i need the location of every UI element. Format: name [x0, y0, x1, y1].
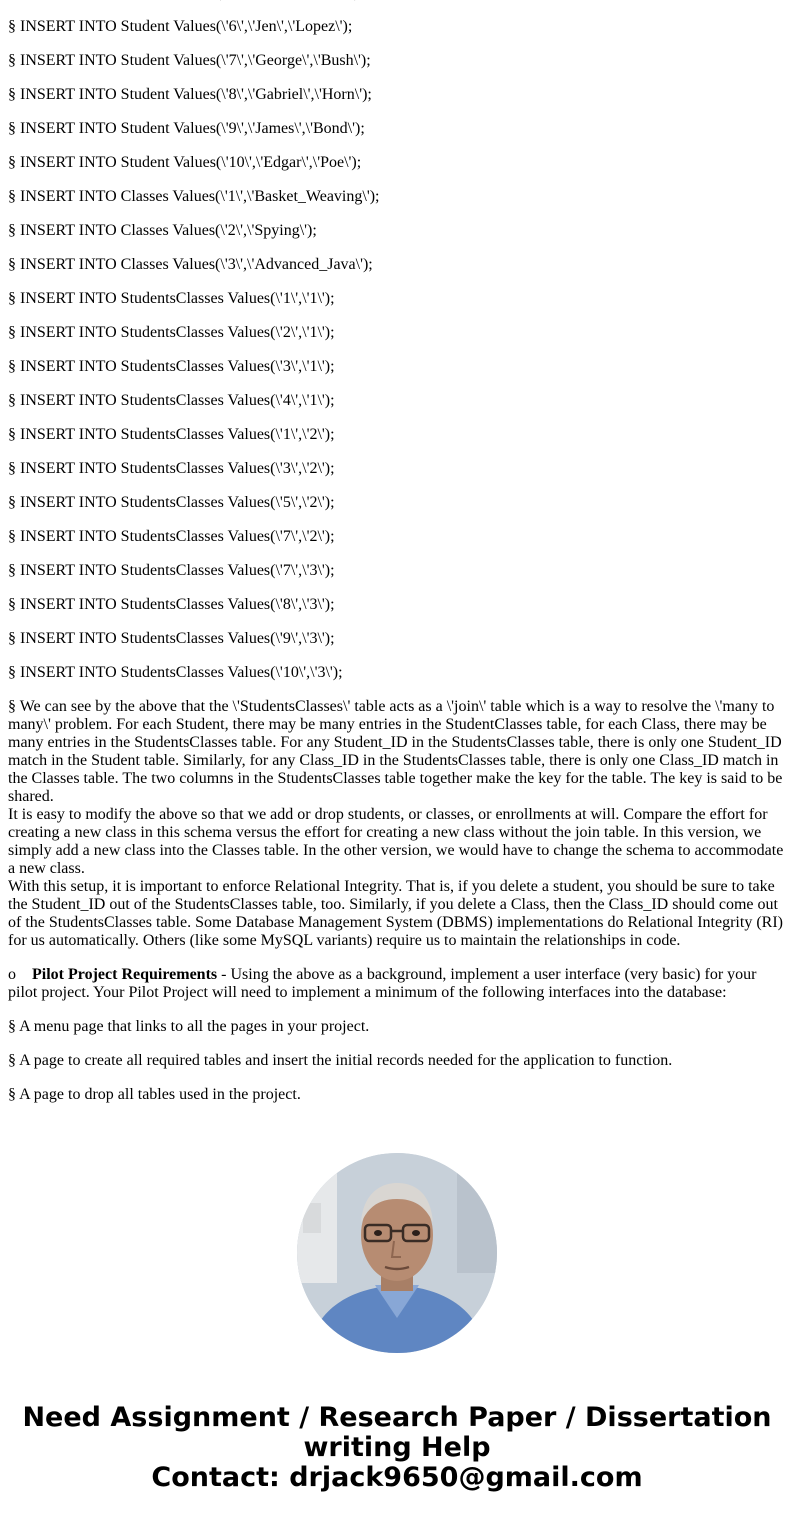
promo-line: Need Assignment / Research Paper / Dissertation — [22, 1402, 772, 1433]
explanation-paragraph: With this setup, it is important to enforce Relational Integrity. That is, if you delete a student, you should be sure to take the Student_ID out of the StudentsClasses table, too. Similarly, if you delete a Class, then the Class_ID should come out of the StudentsClasses table. Some Database Management System (DBMS) implementations do Relational Integrity (RI) for us automatically. Others (like some MySQL variants) require us to maintain the relationships in code. — [8, 878, 783, 949]
promo-banner — [0, 1403, 794, 1493]
explanation-block — [8, 698, 786, 950]
sql-line: § INSERT INTO StudentsClasses Values(\'8\',\'3\'); — [8, 596, 335, 613]
requirement-item: § A page to drop all tables used in the project. — [8, 1086, 301, 1103]
requirements-text: - Using the above as a background, implement a user interface (very basic) for your pilot project. Your Pilot Project will need to implement a minimum of the following interfaces into the database: — [8, 966, 757, 1001]
sql-line: § INSERT INTO Student Values(\'10\',\'Edgar\',\'Poe\'); — [8, 154, 362, 171]
sql-line: § INSERT INTO StudentsClasses Values(\'1\',\'1\'); — [8, 290, 335, 307]
requirements-heading: Pilot Project Requirements — [32, 966, 218, 983]
sql-line: § INSERT INTO StudentsClasses Values(\'1\',\'2\'); — [8, 426, 335, 443]
sql-line: § INSERT INTO StudentsClasses Values(\'9\',\'3\'); — [8, 630, 335, 647]
sql-line: § INSERT INTO StudentsClasses Values(\'10\',\'3\'); — [8, 664, 343, 681]
sql-line: § INSERT INTO StudentsClasses Values(\'2\',\'1\'); — [8, 324, 335, 341]
sql-line: § INSERT INTO Student Values(\'6\',\'Jen\',\'Lopez\'); — [8, 18, 353, 35]
author-avatar — [297, 1153, 497, 1353]
sql-line: § INSERT INTO StudentsClasses Values(\'3\',\'1\'); — [8, 358, 335, 375]
sql-line: § INSERT INTO StudentsClasses Values(\'4\',\'1\'); — [8, 392, 335, 409]
sql-line: § INSERT INTO Classes Values(\'2\',\'Spying\'); — [8, 222, 317, 239]
explanation-paragraph: § We can see by the above that the \'StudentsClasses\' table acts as a \'join\' table which is a way to resolve the \'many to many\' problem. For each Student, there may be many entries in the StudentClasses table, for each Class, there may be many entries in the StudentsClasses table. For any Student_ID in the StudentsClasses table, there is only one Student_ID match in the Student table. Similarly, for any Class_ID in the StudentsClasses table, there is only one Class_ID match in the Classes table. The two columns in the StudentsClasses table together make the key for the table. The key is said to be shared. — [8, 698, 783, 805]
requirement-item: § A page to create all required tables and insert the initial records needed for the application to function. — [8, 1052, 673, 1069]
sql-line: § INSERT INTO StudentsClasses Values(\'5\',\'2\'); — [8, 494, 335, 511]
sql-line: § INSERT INTO Student Values(\'9\',\'James\',\'Bond\'); — [8, 120, 365, 137]
sql-line: § INSERT INTO Classes Values(\'1\',\'Basket_Weaving\'); — [8, 188, 380, 205]
author-portrait-icon — [297, 1153, 497, 1353]
sql-line: § INSERT INTO StudentsClasses Values(\'7\',\'2\'); — [8, 528, 335, 545]
promo-line: writing Help — [303, 1432, 491, 1463]
sql-line: § INSERT INTO StudentsClasses Values(\'7\',\'3\'); — [8, 562, 335, 579]
sql-line: § INSERT INTO Student Values(\'7\',\'George\',\'Bush\'); — [8, 52, 371, 69]
document-body — [8, 0, 786, 1120]
sql-line: § INSERT INTO Student Values(\'8\',\'Gabriel\',\'Horn\'); — [8, 86, 372, 103]
requirement-item: § A menu page that links to all the pages in your project. — [8, 1018, 370, 1035]
sql-line: § INSERT INTO StudentsClasses Values(\'3\',\'2\'); — [8, 460, 335, 477]
promo-contact: Contact: drjack9650@gmail.com — [151, 1462, 643, 1493]
explanation-paragraph: It is easy to modify the above so that we add or drop students, or classes, or enrollments at will. Compare the effort for creating a new class in this schema versus the effort for creating a new class without the join table. In this version, we simply add a new class into the Classes table. In the other version, we would have to change the schema to accommodate a new class. — [8, 806, 784, 877]
sql-line: § INSERT INTO Classes Values(\'3\',\'Advanced_Java\'); — [8, 256, 373, 273]
bullet-marker: o — [8, 966, 16, 983]
requirements-intro — [8, 966, 786, 1002]
sql-line — [8, 0, 786, 2]
